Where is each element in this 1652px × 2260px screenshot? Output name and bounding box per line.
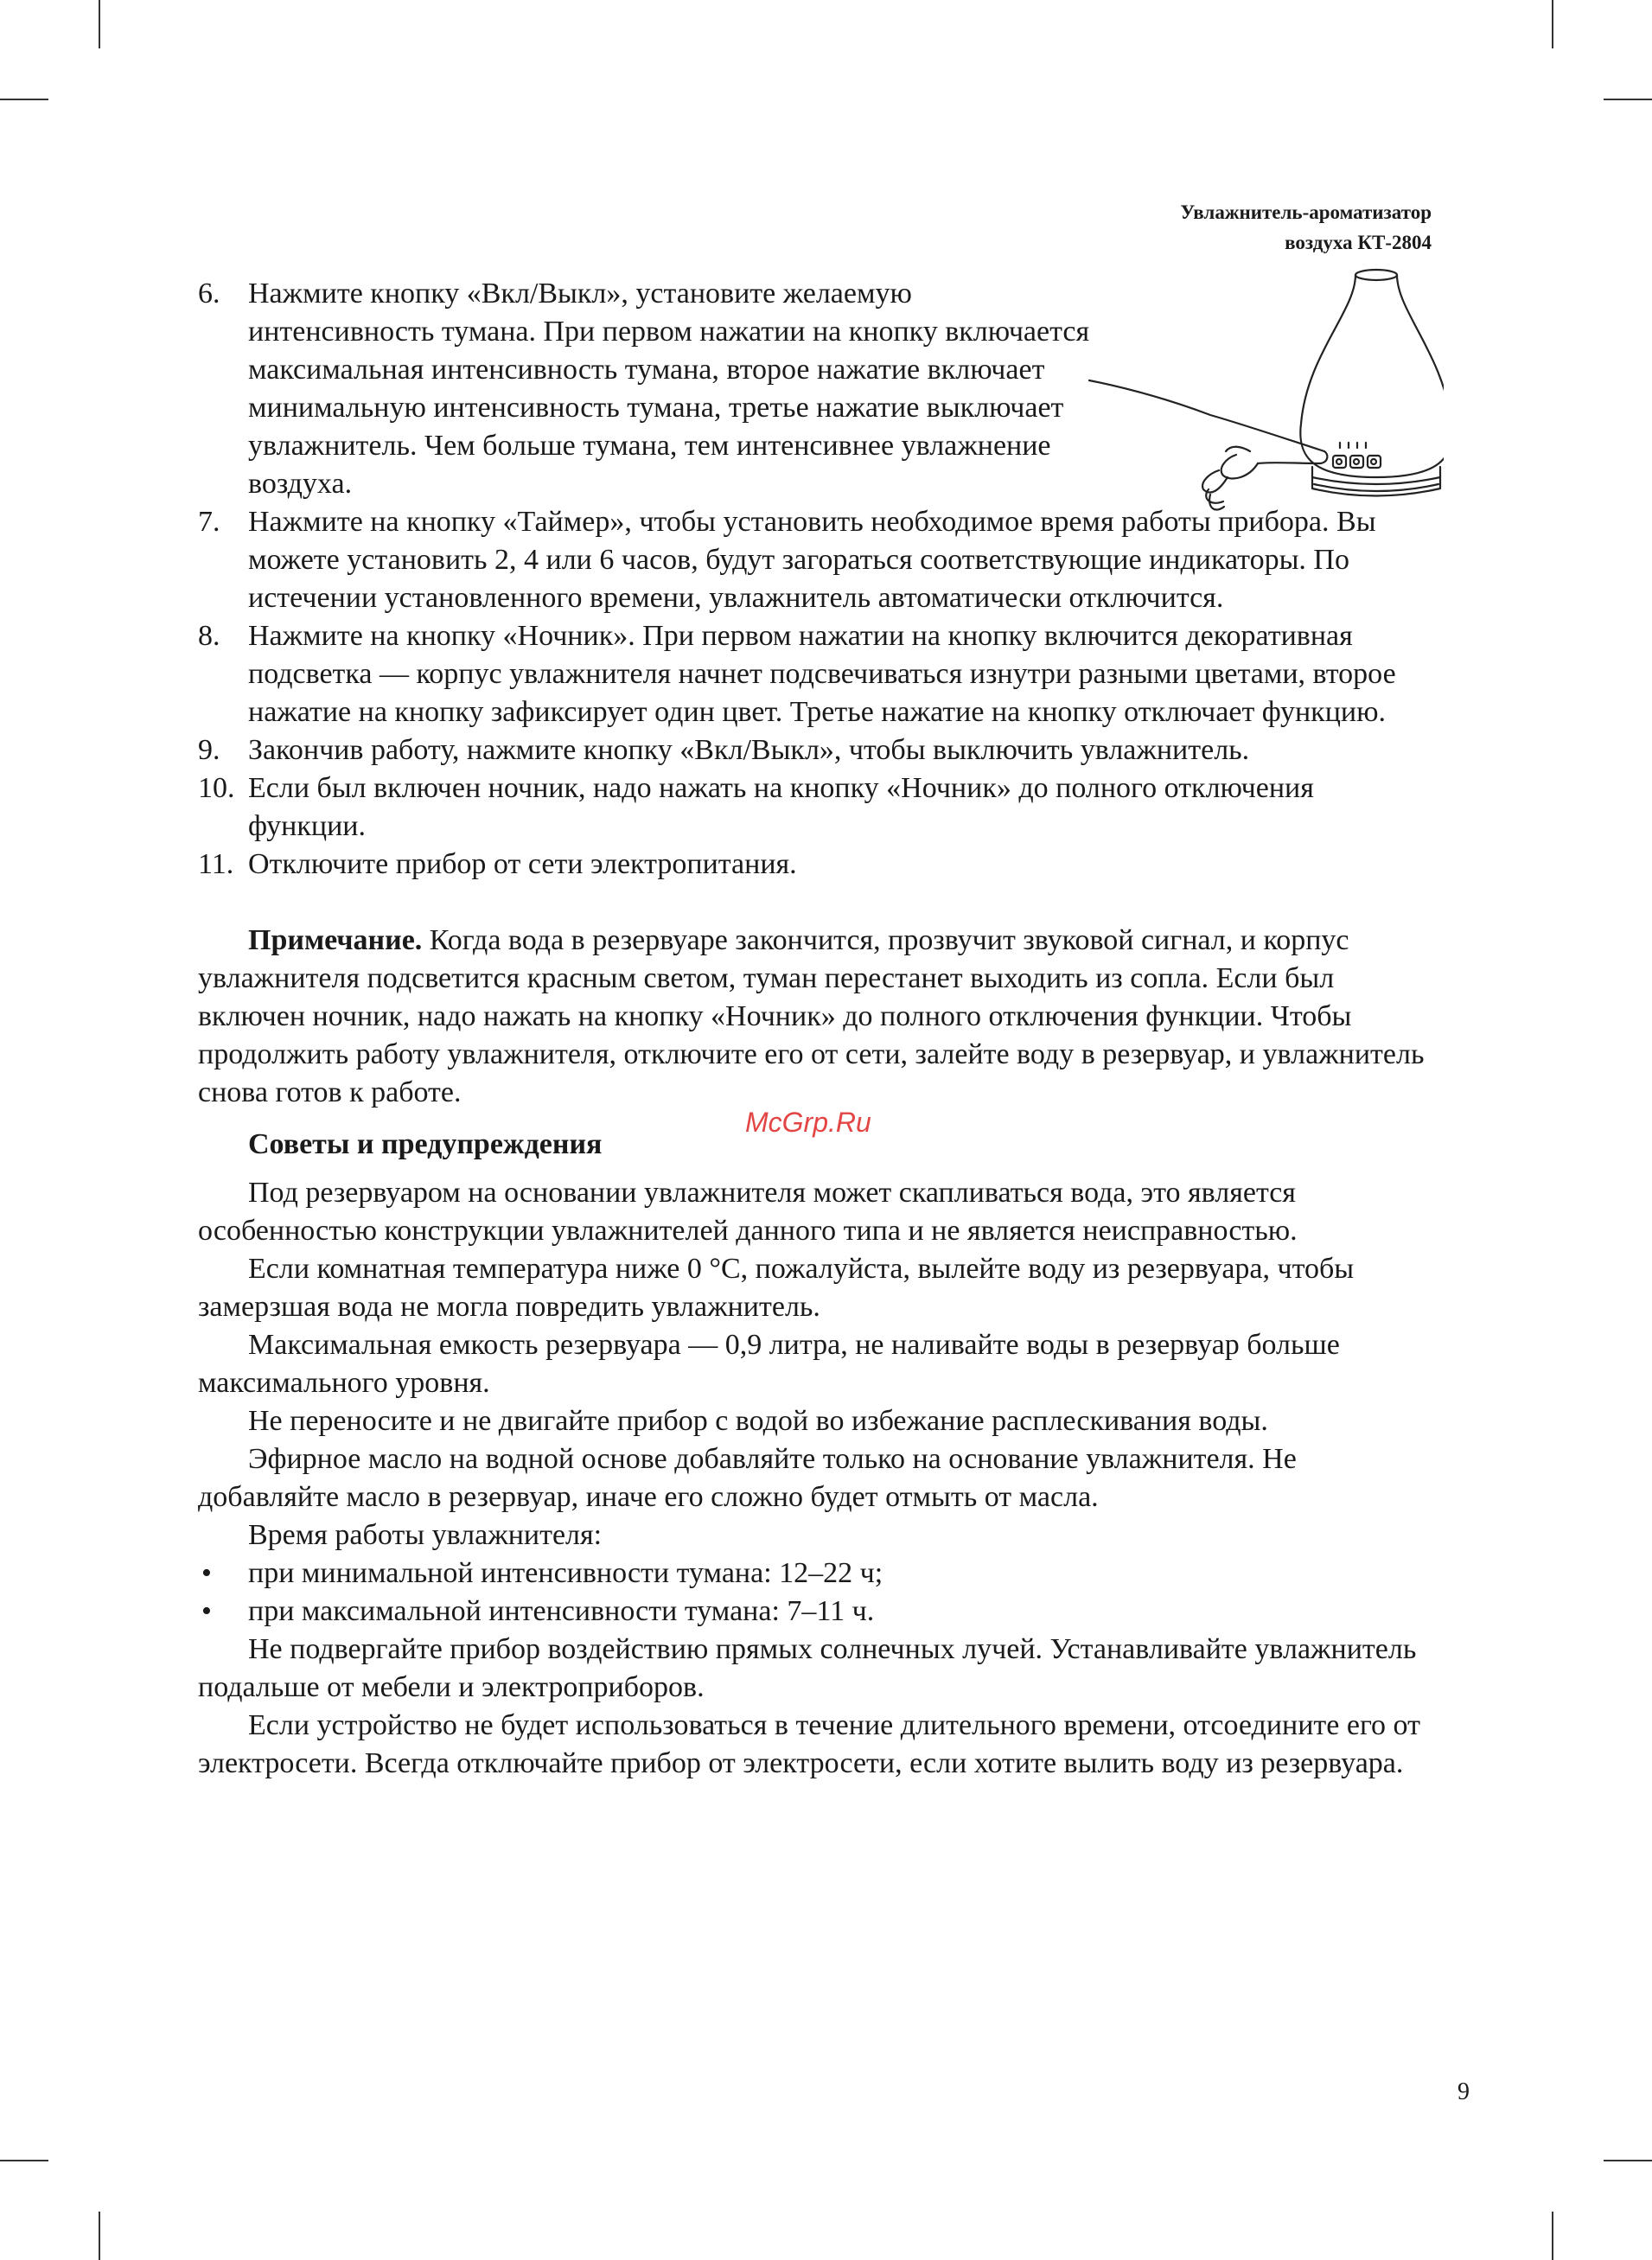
tip-paragraph: Максимальная емкость резервуара — 0,9 литра, не наливайте воды в резервуар больше максимального уровня. [198,1329,1340,1399]
note-text: Когда вода в резервуаре закончится, прозвучит звуковой сигнал, и корпус увлажнителя подсветится красным светом, туман перестанет выходить из сопла. Если был включен ночник, надо нажать на кнопку «Ночник» до полного отключения функции. Чтобы продолжить работу увлажнителя, отключите его от сети, залейте воду в резервуар, и увлажнитель снова готов к работе. [198,924,1425,1108]
crop-mark [1604,2160,1652,2161]
crop-mark [0,2160,48,2161]
page-number: 9 [1457,2078,1470,2105]
list-item [198,846,1434,884]
step-text: Закончив работу, нажмите кнопку «Вкл/Выкл», чтобы выключить увлажнитель. [248,734,1250,766]
crop-mark [0,99,48,100]
step-number: 11. [198,848,234,880]
step-number: 10. [198,772,235,804]
note-paragraph [198,922,1434,1112]
header-line-2: воздуха КТ-2804 [1285,232,1432,253]
bullet-text: при максимальной интенсивности тумана: 7–11 ч. [248,1595,875,1627]
note-label: Примечание. [248,924,423,956]
step-number: 8. [198,620,220,652]
crop-mark [1552,0,1553,48]
instruction-steps [198,275,1434,884]
crop-mark [1552,2212,1553,2260]
step-number: 7. [198,506,220,538]
section-title: Советы и предупреждения [248,1128,603,1160]
header-line-1: Увлажнитель-ароматизатор [1180,201,1432,223]
list-item [198,769,1434,846]
step-text: Нажмите на кнопку «Таймер», чтобы установить необходимое время работы прибора. Вы можете установить 2, 4 или 6 часов, будут загораться соответствующие индикаторы. По истечении установленного времени, увлажнитель автоматически отключится. [248,506,1376,614]
runtime-list [198,1555,1434,1631]
watermark-text: McGrp.Ru [745,1107,871,1138]
step-number: 9. [198,734,220,766]
tip-paragraph: Если устройство не будет использоваться в течение длительного времени, отсоедините его от электросети. Всегда отключайте прибор от электросети, если хотите вылить воду из резервуара. [198,1709,1420,1779]
tip-paragraph: Не переносите и не двигайте прибор с водой во избежание расплескивания воды. [248,1405,1268,1437]
step-text: Если был включен ночник, надо нажать на кнопку «Ночник» до полного отключения функции. [248,772,1314,842]
crop-mark [99,2212,100,2260]
page-body [198,275,1434,1783]
step-text: Нажмите на кнопку «Ночник». При первом нажатии на кнопку включится декоративная подсветка — корпус увлажнителя начнет подсвечиваться изнутри разными цветами, второе нажатие на кнопку зафиксирует один цвет. Третье нажатие на кнопку отключает функцию. [248,620,1396,728]
list-item [198,275,1434,503]
tip-paragraph: Эфирное масло на водной основе добавляйте только на основание увлажнителя. Не добавляйте масло в резервуар, иначе его сложно будет отмыть от масла. [198,1443,1297,1513]
running-header [1180,197,1432,258]
step-number: 6. [198,278,220,310]
list-item [198,617,1434,731]
list-item [198,1555,1434,1593]
bullet-text: при минимальной интенсивности тумана: 12–22 ч; [248,1557,883,1589]
crop-mark [99,0,100,48]
tip-paragraph: Не подвергайте прибор воздействию прямых солнечных лучей. Устанавливайте увлажнитель подальше от мебели и электроприборов. [198,1633,1417,1703]
tip-paragraph: Под резервуаром на основании увлажнителя может скапливаться вода, это является особенностью конструкции увлажнителей данного типа и не является неисправностью. [198,1177,1298,1247]
crop-mark [1604,99,1652,100]
list-item [198,731,1434,769]
list-item [198,1593,1434,1631]
tip-paragraph: Время работы увлажнителя: [248,1519,603,1551]
step-text: Отключите прибор от сети электропитания. [248,848,797,880]
list-item [198,503,1434,617]
bullet-symbol: • [201,1595,212,1627]
tip-paragraph: Если комнатная температура ниже 0 °C, пожалуйста, вылейте воду из резервуара, чтобы замерзшая вода не могла повредить увлажнитель. [198,1253,1355,1323]
step-text: Нажмите кнопку «Вкл/Выкл», установите желаемую интенсивность тумана. При первом нажатии на кнопку включается максимальная интенсивность тумана, второе нажатие включает минимальную интенсивность тумана, третье нажатие выключает увлажнитель. Чем больше тумана, тем интенсивнее увлажнение воздуха. [248,278,1090,500]
bullet-symbol: • [201,1557,212,1589]
